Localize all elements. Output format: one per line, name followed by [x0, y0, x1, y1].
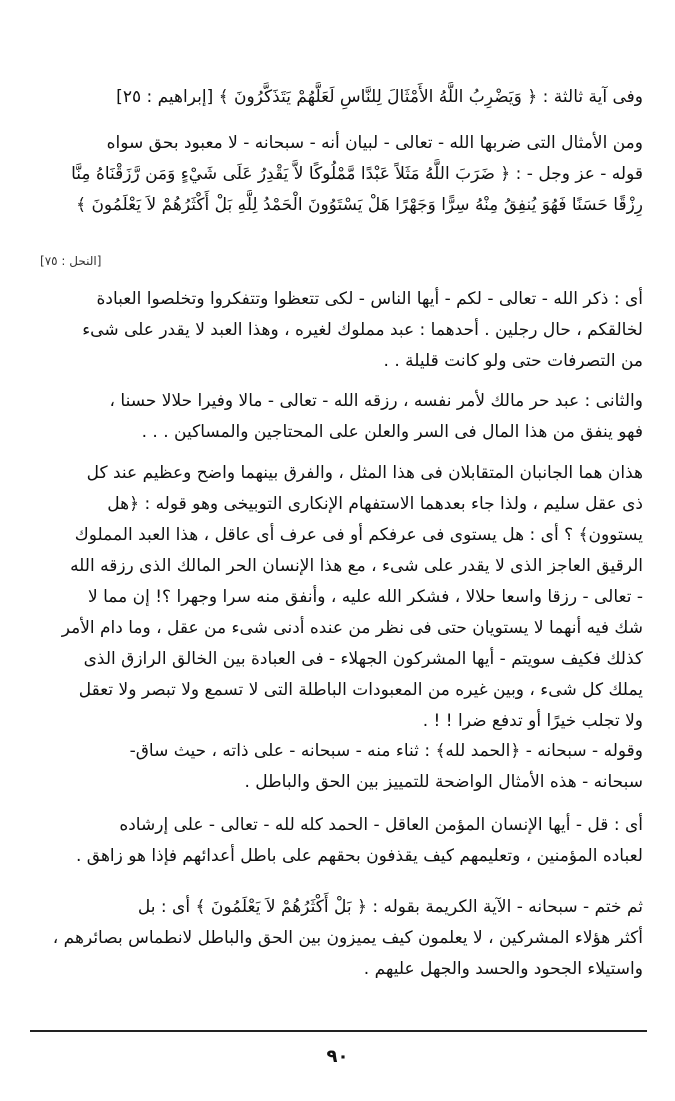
verse-reference: [النحل : ٧٥] [40, 254, 102, 268]
text-line: فهو ينفق من هذا المال فى السر والعلن على المحتاجين والمساكين . . . [141, 422, 643, 442]
text-line: هذان هما الجانبان المتقابلان فى هذا المثل ، والفرق بينهما واضح وعظيم عند كل [86, 463, 643, 483]
text-line: ولا تجلب خيرًا أو تدفع ضرا ! ! . [422, 711, 643, 731]
text-line: يملك كل شىء ، وبين غيره من المعبودات الباطلة التى لا تسمع ولا تبصر ولا تعقل [78, 680, 643, 700]
paragraph-guidance [22, 810, 643, 872]
text-line: - تعالى - رزقا واسعا حلالا ، فشكر الله عليه ، وأنفق منه سرا وجهرا ؟! إن مما لا [88, 587, 643, 607]
text-line: ثم ختم - سبحانه - الآية الكريمة بقوله : ﴿ بَلْ أَكْثَرُهُمْ لاَ يَعْلَمُونَ ﴾ أى : بل [137, 897, 643, 917]
text-line: قوله - عز وجل - : ﴿ ضَرَبَ اللَّهُ مَثَلاً عَبْدًا مَّمْلُوكًا لاَّ يَقْدِرُ عَلَى شَيْءٍ وَمَن رَّزَقْنَاهُ مِنَّا [71, 164, 643, 184]
paragraph-comparison [22, 458, 643, 737]
text-line: واستيلاء الجحود والحسد والجهل عليهم . [363, 959, 643, 979]
text-line: وقوله - سبحانه - ﴿الحمد لله﴾ : ثناء منه - سبحانه - على ذاته ، حيث ساق- [129, 741, 643, 761]
text-line: أكثر هؤلاء المشركين ، لا يعلمون كيف يميزون بين الحق والباطل لانطماس بصائرهم ، [52, 928, 643, 948]
footer-divider [30, 1030, 647, 1032]
paragraph-second-man [22, 386, 643, 448]
page-number: ٩٠ [326, 1046, 349, 1067]
paragraph-praise [22, 736, 643, 798]
paragraph-conclusion [22, 892, 643, 985]
text-line: والثانى : عبد حر مالك لأمر نفسه ، رزقه الله - تعالى - مالا وفيرا حلالا حسنا ، [109, 391, 643, 411]
text-line: لخالقكم ، حال رجلين . أحدهما : عبد مملوك لغيره ، وهذا العبد لا يقدر على شىء [82, 320, 643, 340]
text-line: رِزْقًا حَسَنًا فَهُوَ يُنفِقُ مِنْهُ سِرًّا وَجَهْرًا هَلْ يَسْتَوُونَ الْحَمْدُ لِلَّهِ بَلْ أَكْثَرُهُمْ لاَ يَعْلَمُونَ ﴾ [76, 195, 643, 215]
text-line: لعباده المؤمنين ، وتعليمهم كيف يقذفون بحقهم على باطل أعدائهم فإذا هو زاهق . [75, 846, 643, 866]
paragraph-parable-verse [22, 128, 643, 221]
text-line: أى : ذكر الله - تعالى - لكم - أيها الناس - لكى تتعظوا وتتفكروا وتخلصوا العبادة [96, 289, 643, 309]
text-line: سبحانه - هذه الأمثال الواضحة للتمييز بين الحق والباطل . [244, 772, 643, 792]
text-line: ومن الأمثال التى ضربها الله - تعالى - لبيان أنه - سبحانه - لا معبود بحق سواه [106, 133, 643, 153]
text-line: الرقيق العاجز الذى لا يقدر على شىء ، مع هذا الإنسان الحر المالك الذى رزقه الله [70, 556, 643, 576]
text-line: يستوون﴾ ؟ أى : هل يستوى فى عرفكم أو فى عرف أى عاقل ، هذا العبد المملوك [74, 525, 643, 545]
text-line: وفى آية ثالثة : ﴿ وَيَضْرِبُ اللَّهُ الأَمْثَالَ لِلنَّاسِ لَعَلَّهُمْ يَتَذَكَّرُونَ ﴾ [إبراهيم : ٢٥] [116, 87, 643, 107]
text-line: شك فيه أنهما لا يستويان حتى فى نظر من عنده أدنى شىء من عقل ، وما دام الأمر [61, 618, 643, 638]
text-line: أى : قل - أيها الإنسان المؤمن العاقل - الحمد كله لله - تعالى - على إرشاده [119, 815, 643, 835]
text-line: من التصرفات حتى ولو كانت قليلة . . [383, 351, 643, 371]
paragraph-explanation [22, 284, 643, 377]
paragraph-third-verse [22, 82, 643, 113]
text-line: ذى عقل سليم ، ولذا جاء بعدهما الاستفهام الإنكارى التوبيخى وهو قوله : ﴿هل [107, 494, 643, 514]
text-line: كذلك فكيف سويتم - أيها المشركون الجهلاء - فى العبادة بين الخالق الرازق الذى [83, 649, 643, 669]
